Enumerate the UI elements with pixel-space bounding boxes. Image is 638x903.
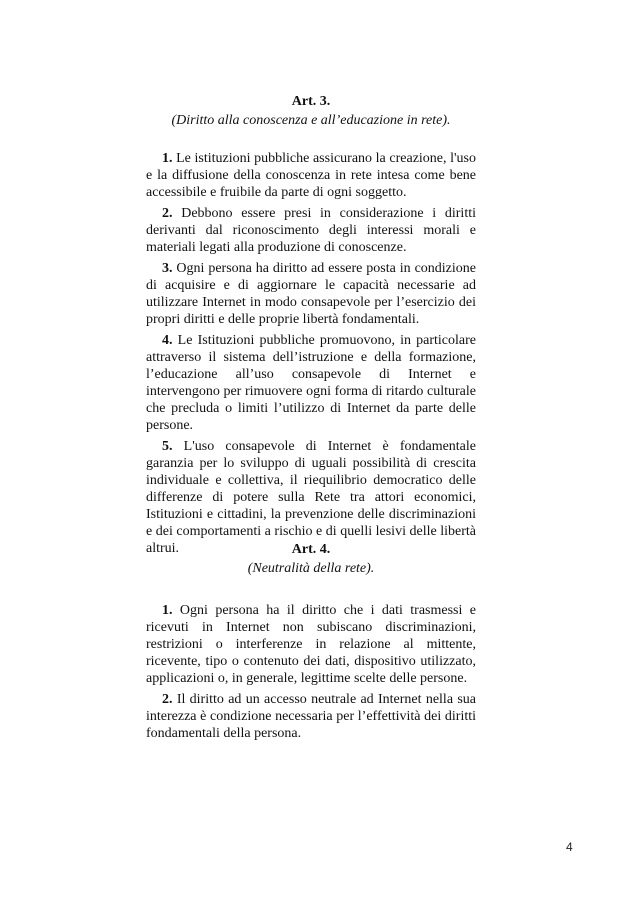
- paragraph-number: 4.: [162, 333, 173, 348]
- paragraph-text: Le Istituzioni pubbliche promuovono, in particolare attraverso il sistema dell’istruzione e della formazione, l’educazione all’uso consapevole di Internet e intervengono per rimuovere ogni forma di ritardo culturale che precluda o limiti l’utilizzo di Internet da parte delle persone.: [146, 333, 477, 433]
- page-number: 4: [566, 840, 573, 854]
- paragraph: [146, 438, 476, 557]
- article-4: [146, 541, 476, 746]
- paragraph-number: 2.: [162, 692, 173, 707]
- paragraph-text: Ogni persona ha diritto ad essere posta in condizione di acquisire e di aggiornare le capacità necessarie ad utilizzare Internet in modo consapevole per l’esercizio dei propri diritti e delle proprie libertà fondamentali.: [146, 261, 477, 327]
- article-subtitle: (Diritto alla conoscenza e all’educazione in rete).: [171, 113, 451, 128]
- paragraph-number: 1.: [162, 603, 173, 618]
- article-subtitle: (Neutralità della rete).: [247, 561, 375, 576]
- article-body: [146, 150, 476, 557]
- paragraph-text: L'uso consapevole di Internet è fondamentale garanzia per lo sviluppo di uguali possibilità di crescita individuale e collettiva, il riequilibrio democratico delle differenze di potere sulla Rete tra attori economici, Istituzioni e cittadini, la prevenzione delle discriminazioni e dei comportamenti a rischio e di quelli lesivi delle libertà altrui.: [146, 439, 477, 556]
- article-title: Art. 3.: [291, 94, 331, 109]
- paragraph-number: 2.: [162, 206, 173, 221]
- paragraph: [146, 150, 476, 201]
- article-title: Art. 4.: [291, 542, 331, 557]
- paragraph-number: 5.: [162, 439, 173, 454]
- article-3: [146, 93, 476, 561]
- paragraph-number: 3.: [162, 261, 173, 276]
- paragraph: [146, 260, 476, 328]
- article-body: [146, 602, 476, 742]
- paragraph-text: Debbono essere presi in considerazione i diritti derivanti dal riconoscimento degli interessi morali e materiali legati alla produzione di conoscenze.: [146, 206, 476, 255]
- paragraph: [146, 205, 476, 256]
- paragraph: [146, 332, 476, 434]
- paragraph-text: Le istituzioni pubbliche assicurano la creazione, l'uso e la diffusione della conoscenza in rete intesa come bene accessibile e fruibile da parte di ogni soggetto.: [146, 151, 476, 200]
- paragraph: [146, 602, 476, 687]
- paragraph-text: Ogni persona ha il diritto che i dati trasmessi e ricevuti in Internet non subiscano discriminazioni, restrizioni o interferenze in relazione al mittente, ricevente, tipo o contenuto dei dati, dispositivo utilizzato, applicazioni o, in generale, legittime scelte delle persone.: [146, 603, 477, 686]
- paragraph-text: Il diritto ad un accesso neutrale ad Internet nella sua interezza è condizione necessaria per l’effettività dei diritti fondamentali della persona.: [146, 692, 477, 741]
- paragraph: [146, 691, 476, 742]
- paragraph-number: 1.: [162, 151, 173, 166]
